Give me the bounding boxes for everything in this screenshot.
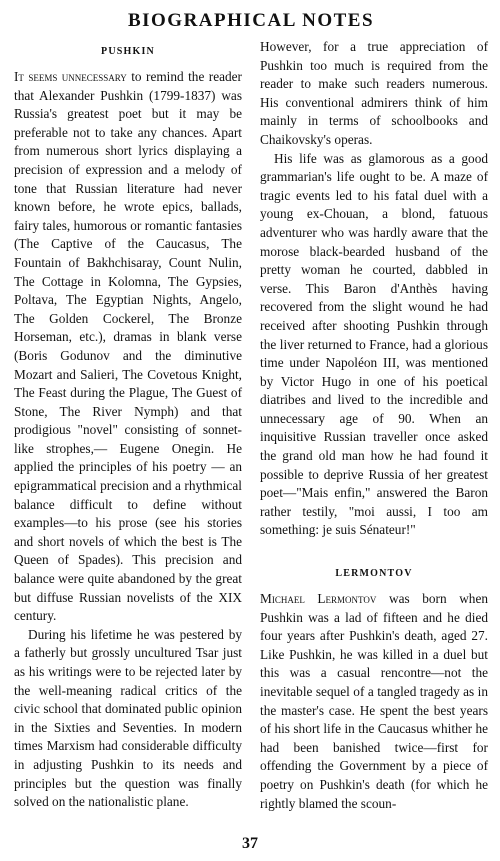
running-head: BIOGRAPHICAL NOTES (127, 10, 375, 31)
pushkin-paragraph-3: However, for a true appreciation of Pushkin too much is required from the reader to make such readers numerous. His conventional admirers think of him mainly in terms of schoolbooks and Chaikovsky's operas. (260, 39, 488, 147)
pushkin-paragraph-1 (14, 68, 242, 626)
section-spacer (260, 540, 488, 560)
pushkin-paragraph-1-text: to remind the reader that Alexander Pushkin (1799-1837) was Russia's greatest poet but it may be preferable not to take any chances. Apart from numerous short lyrics displaying a precision of expression and a melody of tone that Russian literature had never known before, he wrote epics, ballads, fairy tales, humorous or romantic fantasies (The Captive of the Caucasus, The Fountain of Bakhchisaray, Count Nulin, The Cottage in Kolomna, The Gypsies, Poltava, The Egyptian Nights, Angelo, The Golden Cockerel, The Bronze Horseman, etc.), dramas in blank verse (Boris Godunov and the diminutive Mozart and Salieri, The Covetous Knight, The Feast during the Plague, The Guest of Stone, The River Nymph) and that prodigious "novel" consisting of sonnet-like strophes,— Eugene Onegin. He applied the principles of his poetry — an epigrammatical precision and a rhythmical balance difficult to define without examples—to his prose (see his stories and short novels of which the best is The Queen of Spades). This precision and balance were quite abandoned by the great but diffuse Russian novelists of the XIX century. (14, 69, 242, 624)
lermontov-paragraph-1-text: was born when Pushkin was a lad of fifteen and he died four years after Pushkin's death, aged 27. Like Pushkin, he was killed in a duel but this was a casual rencontre—not the inevitable sequel of a tangled tragedy as in the master's case. He spent the best years of his short life in the Caucasus whither he had been banished twice—first for offending the Government by a piece of poetry on Pushkin's death (for which he rightly blamed the scoun- (260, 591, 488, 811)
pushkin-paragraph-4: His life was as glamorous as a good grammarian's life ought to be. A maze of tragic events led to his fatal duel with a young ex-Chouan, a blond, fatuous adventurer who was hardly aware that the morose black-bearded husband of the pretty woman he courted, dabbled in verse. This Baron d'Anthès having recovered from the slight wound he had received after shooting Pushkin through the liver returned to France, had a glorious time under Napoléon III, was mentioned by Victor Hugo in one of his poetical diatribes and lived to the incredible and unnecessary age of 90. When an inquisitive Russian traveller once asked the grand old man how he had found it possible to deprive Russia of her greatest poet—"Mais enfin," answered the Baron rather testily, "moi aussi, I too am something: je suis Sénateur!" (260, 150, 488, 538)
pushkin-paragraph-2: During his lifetime he was pestered by a fatherly but grossly uncultured Tsar just as his writings were to be rejected later by the well-meaning radical critics of the civic school that dominated public opinion in the Sixties and Seventies. In modern times Marxism had considerable difficulty in adjusting Pushkin to its needs and principles but the question was finally solved on the nationalistic plane. (14, 626, 242, 810)
lermontov-paragraph-1 (260, 590, 488, 813)
two-column-body (14, 38, 488, 813)
right-column (260, 38, 488, 813)
left-column (14, 38, 242, 813)
page-number: 37 (242, 835, 258, 852)
section-heading-lermontov: LERMONTOV (335, 568, 413, 580)
section-heading-pushkin: PUSHKIN (101, 46, 155, 57)
pushkin-lead-words: It seems unnecessary (14, 69, 127, 84)
lermontov-lead-words: Michael Lermontov (260, 591, 377, 607)
